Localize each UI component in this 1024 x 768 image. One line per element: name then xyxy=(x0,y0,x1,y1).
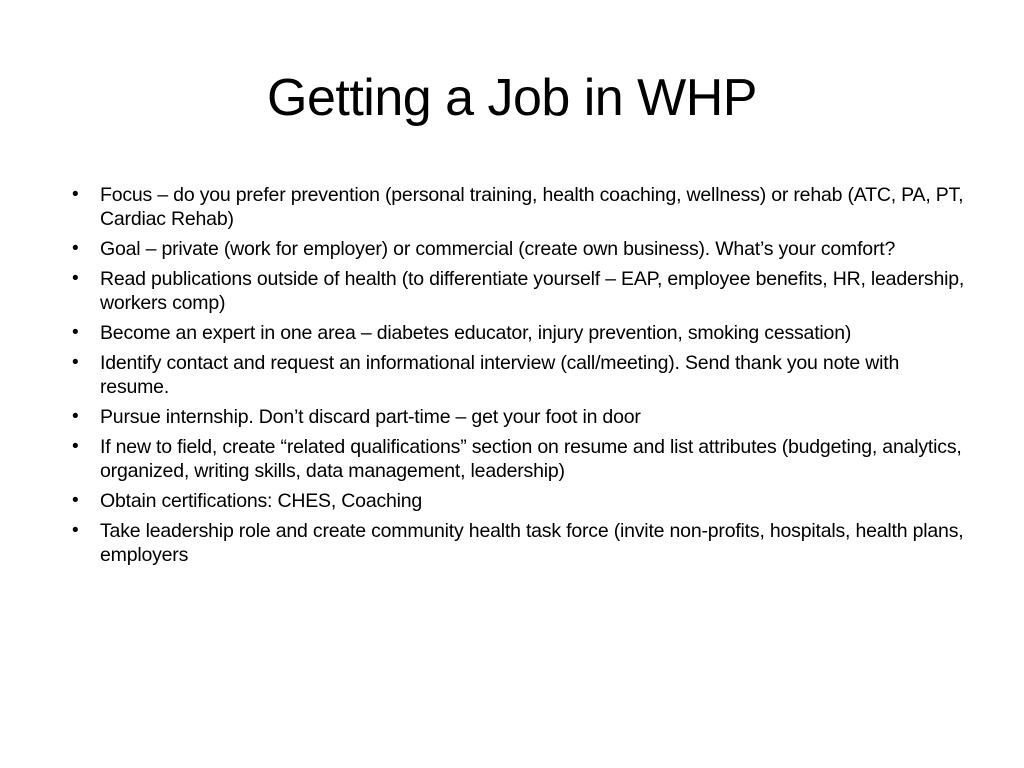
list-item xyxy=(72,237,972,261)
bullet-text: If new to field, create “related qualifications” section on resume and list attributes (budgeting, analytics, organized, writing skills, data management, leadership) xyxy=(100,436,962,482)
bullet-text: Identify contact and request an informational interview (call/meeting). Send thank you note with resume. xyxy=(100,352,900,398)
bullet-text: Obtain certifications: CHES, Coaching xyxy=(100,490,423,512)
list-item xyxy=(72,183,972,231)
list-item xyxy=(72,435,972,483)
bullet-icon: • xyxy=(72,238,79,259)
bullet-icon: • xyxy=(72,322,79,343)
list-item xyxy=(72,267,972,315)
list-item xyxy=(72,489,972,513)
list-item xyxy=(72,519,972,567)
bullet-text: Become an expert in one area – diabetes educator, injury prevention, smoking cessation) xyxy=(100,322,852,344)
list-item xyxy=(72,321,972,345)
bullet-icon: • xyxy=(72,184,79,205)
bullet-list xyxy=(72,183,972,573)
bullet-text: Read publications outside of health (to differentiate yourself – EAP, employee benefits, HR, leadership, workers comp) xyxy=(100,268,965,314)
bullet-text: Pursue internship. Don’t discard part-time – get your foot in door xyxy=(100,406,641,428)
bullet-text: Focus – do you prefer prevention (personal training, health coaching, wellness) or rehab (ATC, PA, PT, Cardiac Rehab) xyxy=(100,184,964,230)
bullet-icon: • xyxy=(72,268,79,289)
bullet-icon: • xyxy=(72,436,79,457)
list-item xyxy=(72,351,972,399)
bullet-icon: • xyxy=(72,406,79,427)
list-item xyxy=(72,405,972,429)
bullet-text: Take leadership role and create community health task force (invite non-profits, hospitals, health plans, employers xyxy=(100,520,964,566)
slide-title: Getting a Job in WHP xyxy=(267,69,757,127)
bullet-icon: • xyxy=(72,490,79,511)
bullet-icon: • xyxy=(72,352,79,373)
bullet-text: Goal – private (work for employer) or commercial (create own business). What’s your comfort? xyxy=(100,238,896,260)
bullet-icon: • xyxy=(72,520,79,541)
